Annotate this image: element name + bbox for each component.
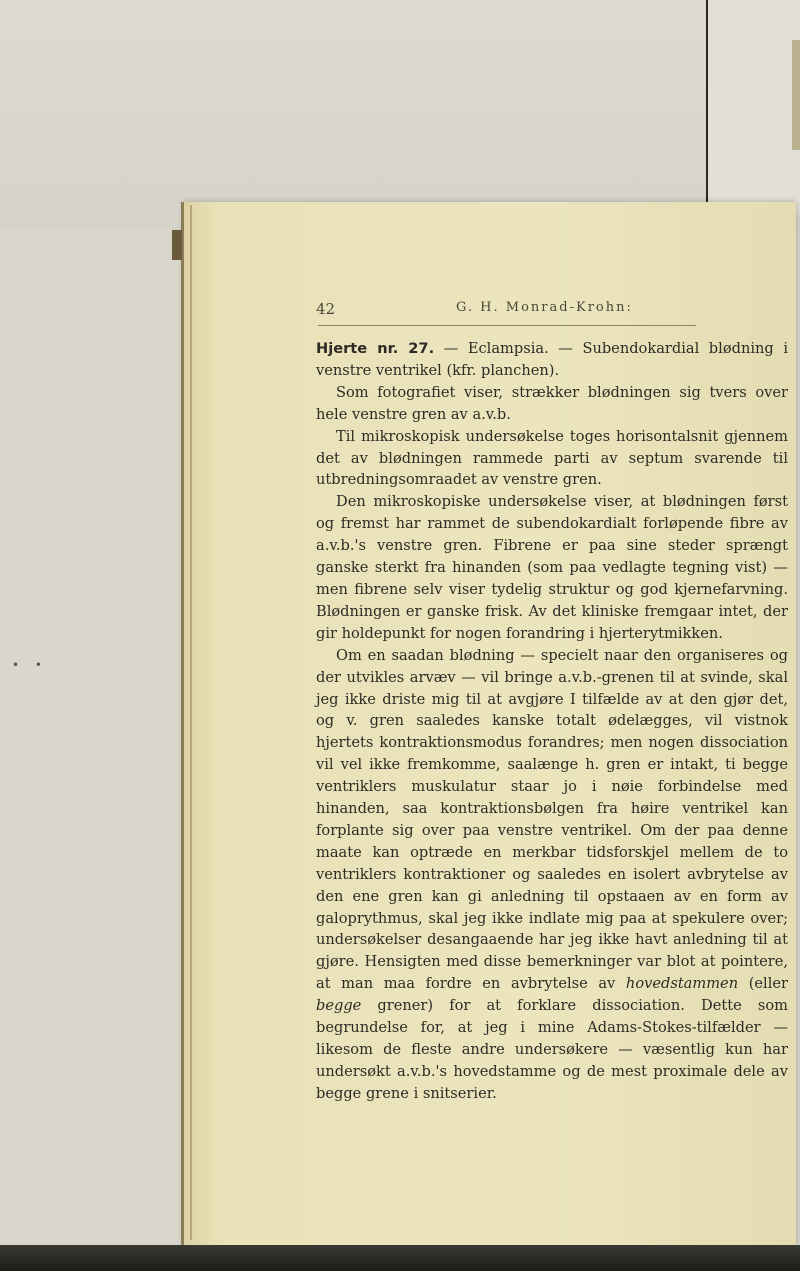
body-text	[316, 338, 788, 1105]
header-rule	[318, 325, 696, 326]
adjacent-sheet	[706, 0, 800, 215]
emphasis-begge: begge	[316, 997, 362, 1015]
paragraph-2: Som fotografiet viser, strækker blødningen sig tvers over hele venstre gren av a.v.b.	[316, 383, 788, 423]
case-heading: Hjerte nr. 27.	[316, 340, 435, 357]
background-desk	[0, 0, 800, 230]
paragraph-1	[316, 338, 788, 382]
paragraph-4: Den mikroskopiske undersøkelse viser, at blødningen først og fremst har rammet de subendokardialt forløpende fibre av a.v.b.'s venstre gren. Fibrene er paa sine steder sprængt ganske sterkt fra hinanden (som paa vedlagte tegning vist) — men fibrene selv viser tydelig struktur og god kjernefarvning. Blødningen er ganske frisk. Av det kliniske fremgaar intet, der gir holdepunkt for nogen forandring i hjerterytmikken.	[316, 493, 788, 642]
adjacent-sheet-edge	[792, 40, 800, 150]
binding-mark	[172, 230, 182, 260]
paragraph-3: Til mikroskopisk undersøkelse toges horisontalsnit gjennem det av blødningen rammede parti av septum svarende til utbredningsomraadet av venstre gren.	[316, 427, 788, 489]
margin-marks: • •	[12, 658, 48, 672]
paragraph-5-text-a: Om en saadan blødning — specielt naar den organiseres og der utvikles arvæv — vil bringe a.v.b.-grenen til at svinde, skal jeg ikke driste mig til at avgjøre I tilfælde av at den gjør det, og v. gren saaledes kanske totalt ødelægges, vil vistnok hjertets kontraktionsmodus forandres; men nogen dissociation vil vel ikke fremkomme, saalænge h. gren er intakt, ti begge ventriklers muskulatur staar jo i nøie forbindelse med hinanden, saa kontraktionsbølgen fra høire ventrikel kan forplante sig over paa venstre ventrikel. Om der paa denne maate kan optræde en merkbar tidsforskjel mellem de to ventriklers kontraktioner og saaledes en isolert avbrytelse av den ene gren kan gi anledning til opstaaen av en form av galoprythmus, skal jeg ikke indlate mig paa at spekulere over; undersøkelser desangaaende har jeg ikke havt anledning til at gjøre. Hensigten med disse bemerkninger var blot at pointere, at man maa fordre en avbrytelse av	[316, 646, 788, 993]
paragraph-1-text: — Eclampsia. — Subendokardial blødning i venstre ventrikel (kfr. planchen).	[316, 340, 788, 379]
paragraph-5-text-b: (eller	[738, 975, 788, 993]
page-gutter	[190, 205, 192, 1240]
bottom-shadow	[0, 1245, 800, 1271]
page-header	[316, 300, 696, 322]
paragraph-5-text-c: grener) for at forklare dissociation. Dette som begrundelse for, at jeg i mine Adams-Stokes-tilfælder — likesom de fleste andre undersøkere — væsentlig kun har undersøkt a.v.b.'s hovedstamme og de mest proximale dele av begge grene i snitserier.	[316, 997, 788, 1102]
paragraph-5	[316, 645, 788, 1105]
emphasis-hovedstammen: hovedstammen	[625, 975, 739, 993]
page-number: 42	[316, 300, 336, 318]
running-head: G. H. Monrad-Krohn:	[456, 300, 633, 315]
